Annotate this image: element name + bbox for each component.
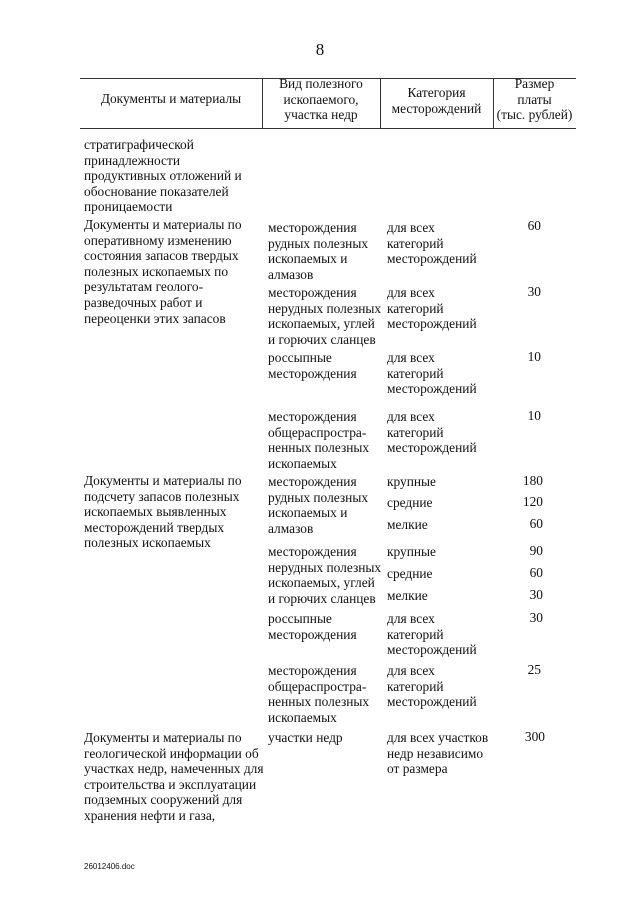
- group1-row3-mineral: россыпные месторождения: [268, 350, 357, 381]
- group3-category: для всех участков недр независимо от размера: [387, 730, 489, 777]
- group2-row3-mineral: россыпные месторождения: [268, 611, 357, 642]
- group1-row1-category: для всех категорий месторождений: [387, 220, 477, 267]
- page-number: 8: [315, 40, 325, 59]
- group2-row2-size-medium: средние: [387, 566, 433, 581]
- group1-row4-mineral: месторождения общераспростра- ненных полезных ископаемых: [268, 409, 370, 471]
- header-category: Категория месторождений: [391, 85, 482, 116]
- group2-row1-fee-medium: 120: [522, 494, 543, 509]
- group1-row2-fee: 30: [527, 284, 541, 299]
- group2-row2-fee-large: 90: [529, 543, 543, 558]
- group1-row2-category: для всех категорий месторождений: [387, 285, 477, 332]
- document-filename: 26012406.doc: [84, 862, 135, 871]
- group1-row2-mineral: месторождения нерудных полезных ископаемых, углей и горючих сланцев: [268, 285, 382, 347]
- group2-row1-size-medium: средние: [387, 495, 433, 510]
- group2-row3-category: для всех категорий месторождений: [387, 611, 477, 658]
- group2-row1-size-large: крупные: [387, 474, 436, 489]
- group1-row3-fee: 10: [527, 349, 541, 364]
- group2-row2-size-small: мелкие: [387, 588, 428, 603]
- group1-row1-fee: 60: [527, 218, 541, 233]
- group2-row1-fee-small: 60: [529, 516, 543, 531]
- group3-fee: 300: [524, 729, 545, 744]
- table-header-bottom-border: [80, 128, 576, 129]
- group2-row1-fee-large: 180: [522, 473, 543, 488]
- header-documents: Документы и материалы: [100, 91, 242, 106]
- group2-row2-fee-small: 30: [529, 587, 543, 602]
- group2-row3-fee: 30: [529, 610, 543, 625]
- group1-row1-mineral: месторождения рудных полезных ископаемых и алмазов: [268, 220, 369, 282]
- group2-row2-fee-medium: 60: [529, 565, 543, 580]
- group2-row1-size-small: мелкие: [387, 517, 428, 532]
- group2-row4-mineral: месторождения общераспростра- ненных полезных ископаемых: [268, 663, 370, 725]
- group2-row2-mineral: месторождения нерудных полезных ископаемых, углей и горючих сланцев: [268, 544, 382, 606]
- group3-document: Документы и материалы по геологической информации об участках недр, намеченных для строительства и эксплуатации подземных сооружений для хранения нефти и газа,: [84, 730, 264, 823]
- header-mineral-type: Вид полезного ископаемого, участка недр: [279, 76, 363, 122]
- group1-row4-fee: 10: [527, 408, 541, 423]
- continued-document-text: стратиграфической принадлежности продуктивных отложений и обоснование показателей проницаемости: [84, 137, 242, 215]
- group2-row1-mineral: месторождения рудных полезных ископаемых и алмазов: [268, 474, 369, 536]
- group2-row4-fee: 25: [527, 662, 541, 677]
- group2-document: Документы и материалы по подсчету запасов полезных ископаемых выявленных месторождений твердых полезных ископаемых: [84, 473, 242, 551]
- group2-row2-size-large: крупные: [387, 544, 436, 559]
- group1-document: Документы и материалы по оперативному изменению состояния запасов твердых полезных ископаемых по результатам геолого- разведочных работ и переоценки этих запасов: [84, 217, 242, 326]
- group2-row4-category: для всех категорий месторождений: [387, 663, 477, 710]
- group1-row3-category: для всех категорий месторождений: [387, 350, 477, 397]
- header-fee: Размер платы (тыс. рублей): [496, 76, 573, 122]
- group3-mineral: участки недр: [268, 730, 343, 745]
- group1-row4-category: для всех категорий месторождений: [387, 409, 477, 456]
